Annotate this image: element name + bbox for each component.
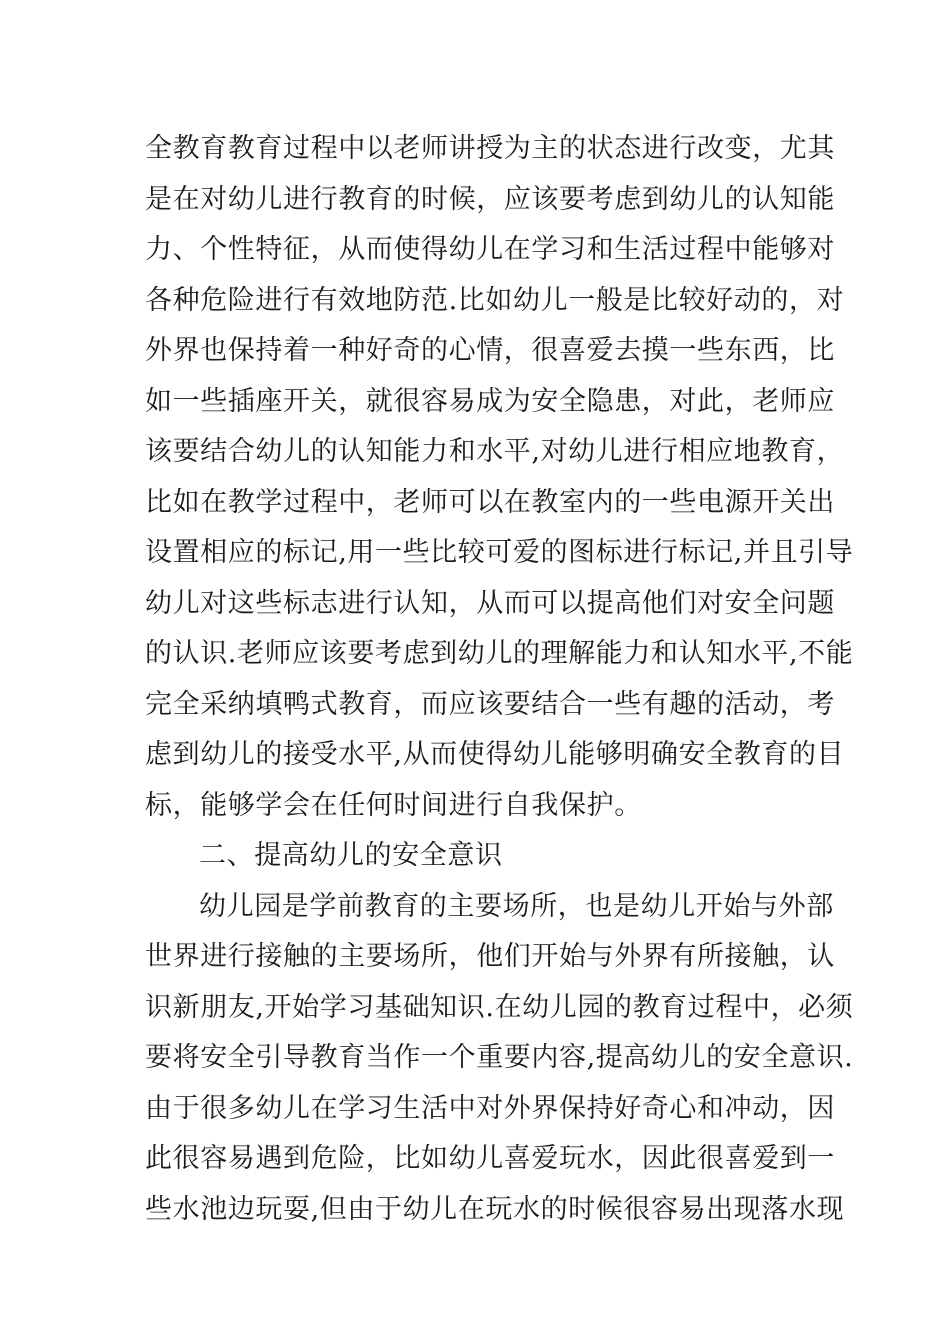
text-line: 虑到幼儿的接受水平,从而使得幼儿能够明确安全教育的目 <box>145 739 845 770</box>
text-line: 幼儿园是学前教育的主要场所，也是幼儿开始与外部 <box>199 890 834 922</box>
text-line: 此很容易遇到危险，比如幼儿喜爱玩水，因此很喜爱到一 <box>145 1143 835 1174</box>
paragraph-kindergarten-safety-awareness <box>145 882 854 1236</box>
text-line: 要将安全引导教育当作一个重要内容,提高幼儿的安全意识. <box>145 1042 854 1073</box>
text-line: 全教育教育过程中以老师讲授为主的状态进行改变，尤其 <box>145 133 835 164</box>
text-line: 外界也保持着一种好奇的心情，很喜爱去摸一些东西，比 <box>145 335 835 366</box>
text-line: 比如在教学过程中，老师可以在教室内的一些电源开关出 <box>145 486 835 518</box>
text-line: 力、个性特征，从而使得幼儿在学习和生活过程中能够对 <box>145 234 835 265</box>
paragraph-safety-education-method <box>145 124 854 831</box>
text-line: 由于很多幼儿在学习生活中对外界保持好奇心和冲动，因 <box>145 1092 835 1124</box>
text-line: 设置相应的标记,用一些比较可爱的图标进行标记,并且引导 <box>145 537 854 568</box>
section-heading-text: 二、提高幼儿的安全意识 <box>199 840 503 871</box>
text-line: 是在对幼儿进行教育的时候，应该要考虑到幼儿的认知能 <box>145 183 835 215</box>
text-line: 识新朋友,开始学习基础知识.在幼儿园的教育过程中，必须 <box>145 991 854 1023</box>
section-heading <box>145 831 805 882</box>
text-line: 该要结合幼儿的认知能力和水平,对幼儿进行相应地教育， <box>145 436 845 467</box>
text-line: 各种危险进行有效地防范.比如幼儿一般是比较好动的，对 <box>145 284 845 316</box>
text-line: 如一些插座开关，就很容易成为安全隐患，对此，老师应 <box>145 385 835 417</box>
text-line: 些水池边玩耍,但由于幼儿在玩水的时候很容易出现落水现 <box>145 1193 845 1225</box>
text-line: 完全采纳填鸭式教育，而应该要结合一些有趣的活动，考 <box>145 688 835 720</box>
text-line: 标，能够学会在任何时间进行自我保护。 <box>145 789 642 821</box>
document-body <box>145 124 854 1235</box>
text-line: 世界进行接触的主要场所，他们开始与外界有所接触，认 <box>145 941 835 972</box>
text-line: 的认识.老师应该要考虑到幼儿的理解能力和认知水平,不能 <box>145 638 854 669</box>
text-line: 幼儿对这些标志进行认知，从而可以提高他们对安全问题 <box>145 587 835 619</box>
